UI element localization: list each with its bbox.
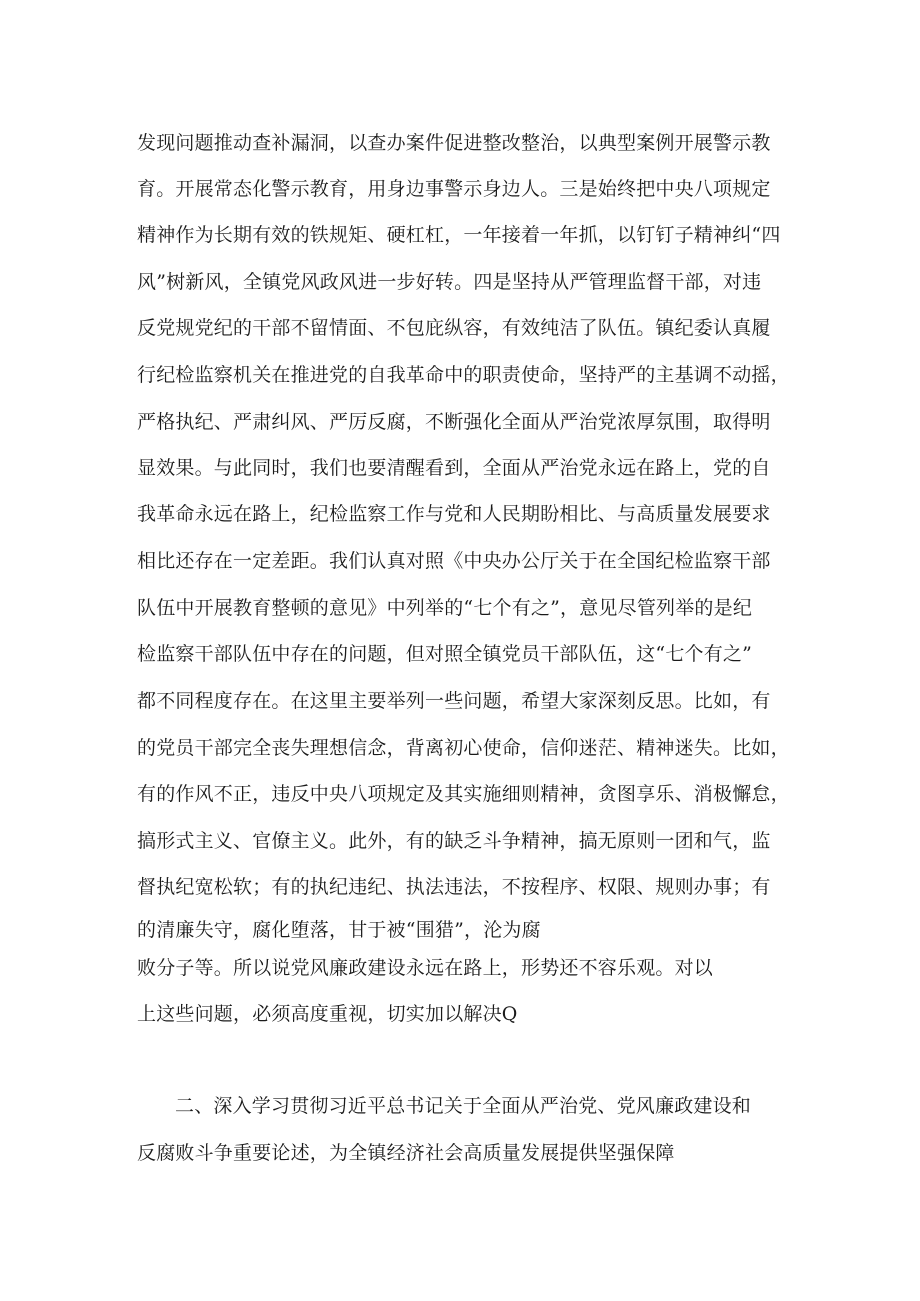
body-line: 育。开展常态化警示教育，用身边事警示身边人。三是始终把中央八项规定	[137, 178, 771, 200]
body-line: 相比还存在一定差距。我们认真对照《中央办公厅关于在全国纪检监察干部	[137, 550, 771, 572]
body-line: 的清廉失守，腐化堕落，甘于被“围猎”，沦为腐	[137, 919, 541, 941]
body-line: 发现问题推动查补漏洞，以查办案件促进整改整治，以典型案例开展警示教	[137, 132, 771, 154]
body-line: 行纪检监察机关在推进党的自我革命中的职责使命，坚持严的主基调不动摇，	[137, 364, 790, 386]
body-line: 严格执纪、严肃纠风、严厉反腐，不断强化全面从严治党浓厚氛围，取得明	[137, 411, 771, 433]
section-heading-line: 反腐败斗争重要论述，为全镇经济社会高质量发展提供坚强保障	[137, 1142, 675, 1164]
body-line: 的党员干部完全丧失理想信念，背离初心使命，信仰迷茫、精神迷失。比如，	[137, 737, 790, 759]
body-line: 都不同程度存在。在这里主要举列一些问题，希望大家深刻反思。比如，有	[137, 690, 771, 712]
body-line: 反党规党纪的干部不留情面、不包庇纵容，有效纯洁了队伍。镇纪委认真履	[137, 317, 771, 339]
body-line: 搞形式主义、官僚主义。此外，有的缺乏斗争精神，搞无原则一团和气，监	[137, 830, 771, 852]
section-heading-line: 二、深入学习贯彻习近平总书记关于全面从严治党、党风廉政建设和	[175, 1095, 752, 1117]
body-line: 检监察干部队伍中存在的问题，但对照全镇党员干部队伍，这“七个有之”	[137, 643, 753, 665]
body-line: 队伍中开展教育整顿的意见》中列举的“七个有之”，意见尽管列举的是纪	[137, 597, 753, 619]
body-line: 败分子等。所以说党风廉政建设永远在路上，形势还不容乐观。对以	[137, 957, 714, 979]
body-line: 督执纪宽松软；有的执纪违纪、执法违法，不按程序、权限、规则办事；有	[137, 876, 771, 898]
body-line: 显效果。与此同时，我们也要清醒看到，全面从严治党永远在路上，党的自	[137, 457, 771, 479]
body-line: 我革命永远在路上，纪检监察工作与党和人民期盼相比、与高质量发展要求	[137, 503, 771, 525]
body-line: 风”树新风，全镇党风政风进一步好转。四是坚持从严管理监督干部，对违	[137, 271, 762, 293]
body-line: 上这些问题，必须高度重视，切实加以解决Q	[137, 1003, 518, 1025]
body-line: 精神作为长期有效的铁规矩、硬杠杠，一年接着一年抓，以钉钉子精神纠“四	[137, 224, 781, 246]
body-line: 有的作风不正，违反中央八项规定及其实施细则精神，贪图享乐、消极懈怠，	[137, 783, 790, 805]
